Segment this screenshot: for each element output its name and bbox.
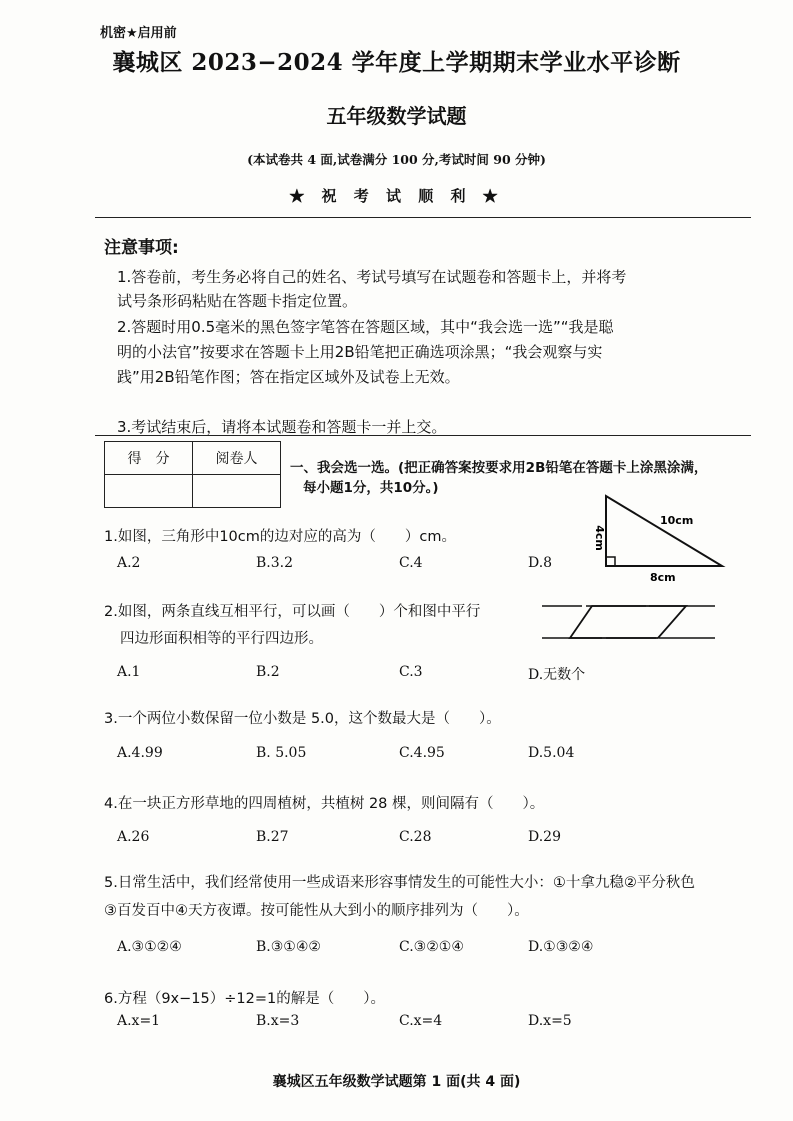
q1-option-b[interactable]: B.3.2 (256, 555, 294, 571)
score-cell[interactable] (105, 475, 193, 508)
q3-option-d[interactable]: D.5.04 (528, 745, 575, 761)
grader-header: 阅卷人 (193, 442, 281, 475)
question-5: 5.日常生活中，我们经常使用一些成语来形容事情发生的可能性大小：①十拿九稳②平分秋色 (104, 875, 695, 891)
notice-heading: 注意事项: (104, 238, 179, 258)
question-5-cont: ③百发百中④天方夜谭。按可能性从大到小的顺序排列为（ ）。 (104, 903, 529, 919)
q3-option-a[interactable]: A.4.99 (117, 745, 163, 761)
q1-option-a[interactable]: A.2 (117, 555, 141, 571)
q2-option-a[interactable]: A.1 (117, 664, 141, 680)
confidential-label: 机密★启用前 (100, 26, 177, 41)
score-table (104, 441, 281, 508)
base-label: 8cm (650, 571, 676, 584)
notice-line: 1.答卷前，考生务必将自己的姓名、考试号填写在试题卷和答题卡上，并将考 (117, 268, 627, 286)
divider-notice (95, 435, 751, 436)
exam-subtitle: 五年级数学试题 (326, 104, 467, 128)
q3-option-c[interactable]: C.4.95 (399, 745, 445, 761)
q5-option-d[interactable]: D.①③②④ (528, 939, 594, 955)
q1-option-d[interactable]: D.8 (528, 555, 553, 571)
parallelogram-figure (540, 598, 720, 648)
q4-option-a[interactable]: A.26 (117, 829, 150, 845)
q5-option-a[interactable]: A.③①②④ (117, 939, 182, 955)
q2-option-d[interactable]: D.无数个 (528, 667, 586, 683)
section-heading-2: 每小题1分，共10分。) (303, 480, 439, 496)
q5-option-c[interactable]: C.③②①④ (399, 939, 464, 955)
question-2-cont: 四边形面积相等的平行四边形。 (120, 631, 323, 647)
good-luck-line: ★ 祝 考 试 顺 利 ★ (289, 187, 504, 205)
triangle-figure (586, 488, 746, 588)
notice-line: 明的小法官”按要求在答题卡上用2B铅笔把正确选项涂黑；“我会观察与实 (117, 343, 603, 361)
exam-title: 襄城区 2023−2024 学年度上学期期末学业水平诊断 (112, 49, 681, 76)
question-3: 3.一个两位小数保留一位小数是 5.0，这个数最大是（ ）。 (104, 711, 501, 727)
q1-option-c[interactable]: C.4 (399, 555, 423, 571)
q4-option-b[interactable]: B.27 (256, 829, 289, 845)
hypotenuse-label: 10cm (660, 514, 694, 527)
notice-line: 试号条形码粘贴在答题卡指定位置。 (117, 292, 358, 310)
exam-info: (本试卷共 4 面,试卷满分 100 分,考试时间 90 分钟) (247, 152, 546, 167)
q2-option-b[interactable]: B.2 (256, 664, 280, 680)
notice-line: 2.答题时用0.5毫米的黑色签字笔答在答题区域，其中“我会选一选”“我是聪 (117, 318, 614, 336)
score-header: 得 分 (105, 442, 193, 475)
q4-option-d[interactable]: D.29 (528, 829, 561, 845)
divider-top (95, 217, 751, 218)
question-4: 4.在一块正方形草地的四周植树，共植树 28 棵，则间隔有（ ）。 (104, 796, 545, 812)
notice-line: 践”用2B铅笔作图；答在指定区域外及试卷上无效。 (117, 368, 460, 386)
q5-option-b[interactable]: B.③①④② (256, 939, 321, 955)
q6-option-b[interactable]: B.x=3 (256, 1013, 300, 1029)
page-footer: 襄城区五年级数学试题第 1 面(共 4 面) (272, 1074, 521, 1090)
q6-option-a[interactable]: A.x=1 (117, 1013, 161, 1029)
question-2: 2.如图，两条直线互相平行，可以画（ ）个和图中平行 (104, 604, 481, 620)
height-label: 4cm (593, 525, 606, 551)
grader-cell[interactable] (193, 475, 281, 508)
q4-option-c[interactable]: C.28 (399, 829, 432, 845)
question-1: 1.如图，三角形中10cm的边对应的高为（ ）cm。 (104, 529, 456, 545)
q6-option-d[interactable]: D.x=5 (528, 1013, 572, 1029)
q3-option-b[interactable]: B. 5.05 (256, 745, 307, 761)
question-6: 6.方程（9x−15）÷12=1的解是（ ）。 (104, 991, 385, 1007)
notice-line: 3.考试结束后，请将本试题卷和答题卡一并上交。 (117, 418, 447, 436)
q2-option-c[interactable]: C.3 (399, 664, 423, 680)
section-heading: 一、我会选一选。(把正确答案按要求用2B铅笔在答题卡上涂黑涂满， (290, 460, 708, 476)
q6-option-c[interactable]: C.x=4 (399, 1013, 443, 1029)
